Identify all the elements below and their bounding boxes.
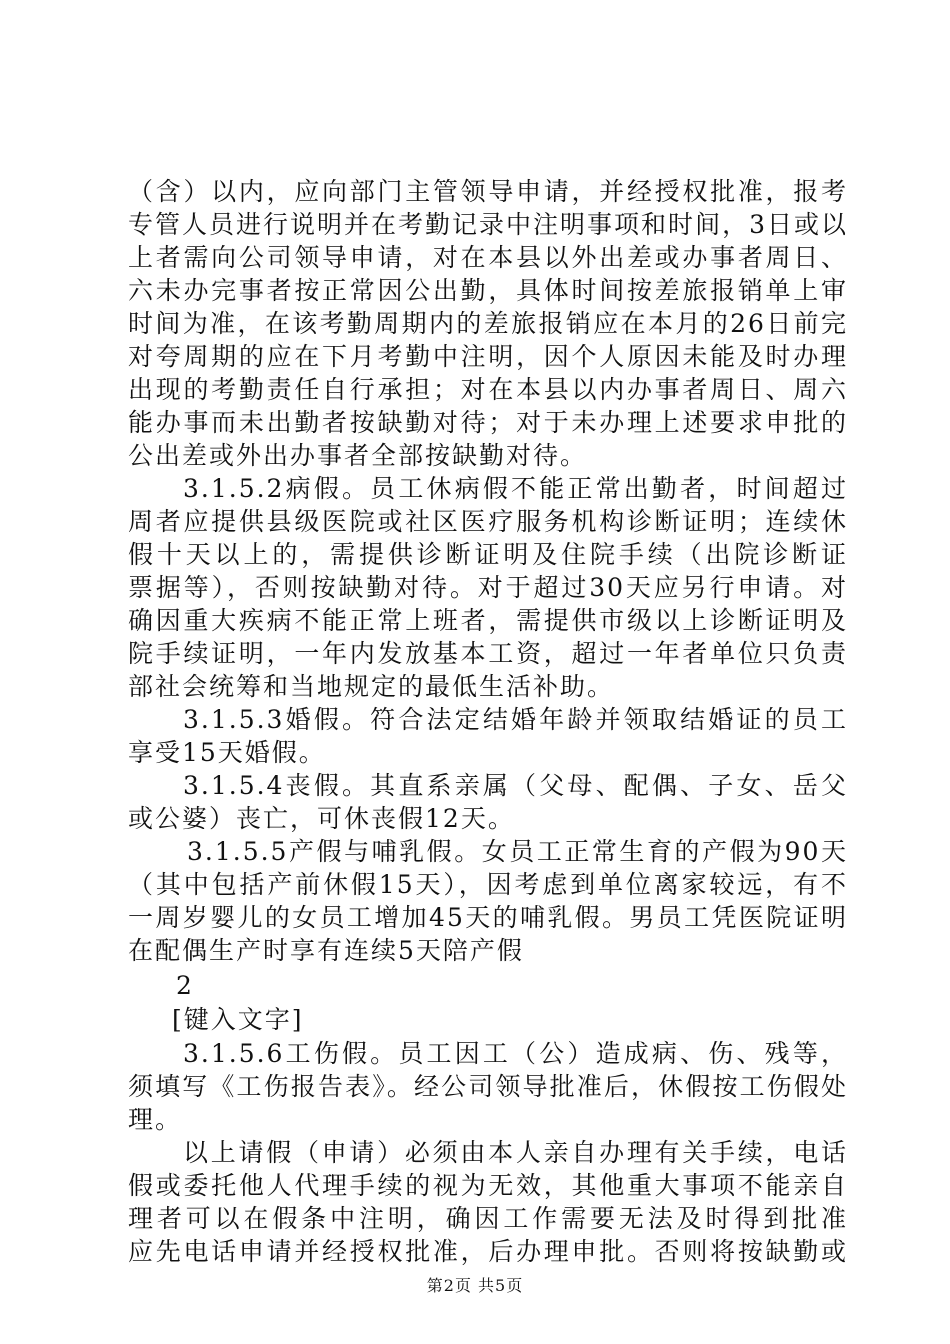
paragraph-line: 上者需向公司领导申请，对在本县以外出差或办事者周日、 <box>128 243 848 272</box>
paragraph-line: （含）以内，应向部门主管领导申请，并经授权批准，报考 <box>128 177 848 206</box>
paragraph-line: 享受15天婚假。 <box>128 738 326 767</box>
paragraph-line: 假十天以上的，需提供诊断证明及住院手续（出院诊断证 <box>128 540 848 569</box>
paragraph-line: 理者可以在假条中注明，确因工作需要无法及时得到批准 <box>128 1204 848 1233</box>
paragraph-line: 六未办完事者按正常因公出勤，具体时间按差旅报销单上审 <box>128 276 848 305</box>
placeholder-text: [键入文字] <box>172 1005 304 1034</box>
paragraph-line: 假或委托他人代理手续的视为无效，其他重大事项不能亲自 <box>128 1171 848 1200</box>
paragraph-line: 周者应提供县级医院或社区医疗服务机构诊断证明；连续休 <box>128 507 848 536</box>
section-heading-line: 3.1.5.6工伤假。员工因工（公）造成病、伤、残等， <box>183 1039 848 1068</box>
paragraph-line: 一周岁婴儿的女员工增加45天的哺乳假。男员工凭医院证明 <box>128 903 848 932</box>
section-heading-line: 3.1.5.4丧假。其直系亲属（父母、配偶、子女、岳父 <box>183 771 848 800</box>
paragraph-line: 确因重大疾病不能正常上班者，需提供市级以上诊断证明及 <box>128 606 848 635</box>
paragraph-line: 在配偶生产时享有连续5天陪产假 <box>128 936 524 965</box>
paragraph-first-line: 以上请假（申请）必须由本人亲自办理有关手续，电话 <box>183 1138 848 1167</box>
paragraph-line: 出现的考勤责任自行承担；对在本县以内办事者周日、周六 <box>128 375 848 404</box>
section-heading-line: 3.1.5.3婚假。符合法定结婚年龄并领取结婚证的员工 <box>183 705 848 734</box>
paragraph-line: （其中包括产前休假15天），因考虑到单位离家较远，有不 <box>128 870 848 899</box>
paragraph-line: 理。 <box>128 1105 183 1134</box>
section-heading-line: 3.1.5.2病假。员工休病假不能正常出勤者，时间超过 <box>183 474 848 503</box>
page-footer: 第2页 共5页 <box>426 1276 524 1295</box>
paragraph-line: 或公婆）丧亡，可休丧假12天。 <box>128 804 515 833</box>
paragraph-line: 须填写《工伤报告表》。经公司领导批准后，休假按工伤假处 <box>128 1072 848 1101</box>
paragraph-line: 院手续证明，一年内发放基本工资，超过一年者单位只负责 <box>128 639 848 668</box>
paragraph-line: 对夸周期的应在下月考勤中注明，因个人原因未能及时办理 <box>128 342 848 371</box>
paragraph-line: 时间为准，在该考勤周期内的差旅报销应在本月的26日前完 <box>128 309 848 338</box>
inline-page-number: 2 <box>176 971 194 1000</box>
section-heading-line: 3.1.5.5产假与哺乳假。女员工正常生育的产假为90天 <box>187 837 848 866</box>
paragraph-line: 部社会统筹和当地规定的最低生活补助。 <box>128 672 615 701</box>
paragraph-line: 应先电话申请并经授权批准，后办理申批。否则将按缺勤或 <box>128 1237 848 1266</box>
paragraph-line: 票据等），否则按缺勤对待。对于超过30天应另行申请。对 <box>128 573 848 602</box>
paragraph-line: 能办事而未出勤者按缺勤对待；对于未办理上述要求申批的 <box>128 408 848 437</box>
paragraph-line: 专管人员进行说明并在考勤记录中注明事项和时间，3日或以 <box>128 210 848 239</box>
paragraph-line: 公出差或外出办事者全部按缺勤对待。 <box>128 441 588 470</box>
